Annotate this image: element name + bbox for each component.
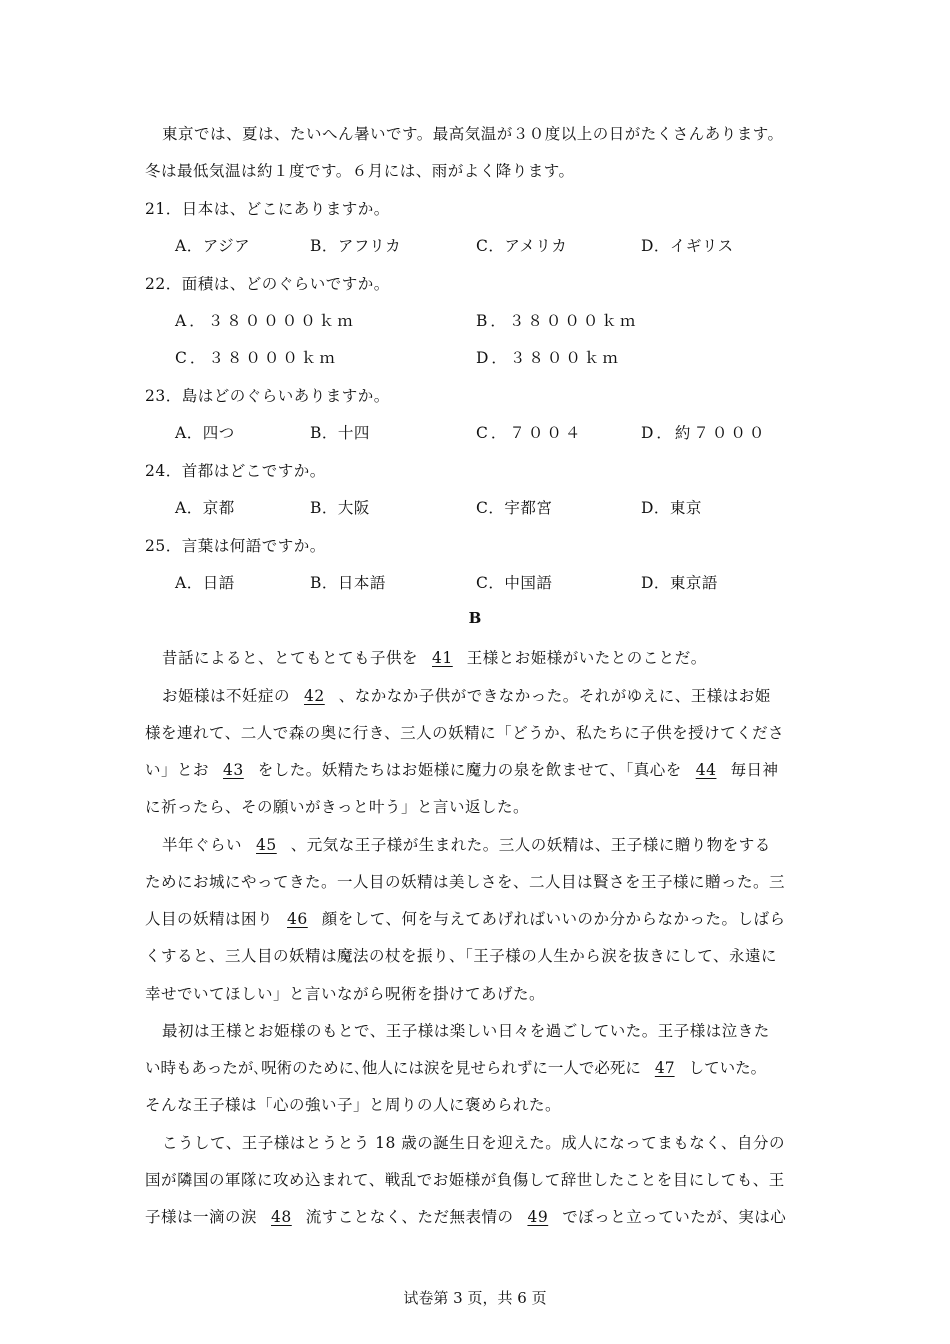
blank-48[interactable]: 48 bbox=[271, 1208, 292, 1226]
story-p3-line4: くすると、三人目の妖精は魔法の杖を振り、「王子様の人生から涙を抜きにして、永遠に bbox=[145, 947, 777, 965]
blank-47[interactable]: 47 bbox=[654, 1059, 675, 1077]
question-24: 24．首都はどこですか。 bbox=[145, 462, 326, 480]
q23-option-c[interactable]: C．７００４ bbox=[476, 424, 584, 442]
story-p2-line2: 様を連れて、二人で森の奥に行き、三人の妖精に「どうか、私たちに子供を授けてくださ bbox=[145, 724, 785, 742]
story-p3-line2: ためにお城にやってきた。一人目の妖精は美しさを、二人目は賢さを王子様に贈った。三 bbox=[145, 873, 786, 891]
q21-option-c[interactable]: C．アメリカ bbox=[476, 237, 568, 255]
story-p2-line4: に祈ったら、その願いがきっと叶う」と言い返した。 bbox=[145, 798, 530, 816]
q21-option-a[interactable]: A．アジア bbox=[175, 237, 251, 255]
q23-option-d[interactable]: D．約７０００ bbox=[641, 424, 768, 442]
story-p5-line2: 国が隣国の軍隊に攻め込まれて、戦乱でお姫様が負傷して辞世したことを目にしても、王 bbox=[145, 1171, 785, 1189]
story-p5-line3: 子様は一滴の涙 48 流すことなく、ただ無表情の 49 でぼっと立っていたが、実は心 bbox=[145, 1208, 787, 1226]
story-p4-line1: 最初は王様とお姫様のもとで、王子様は楽しい日々を過ごしていた。王子様は泣きた bbox=[162, 1022, 770, 1040]
q24-option-b[interactable]: B．大阪 bbox=[310, 499, 370, 517]
blank-46[interactable]: 46 bbox=[287, 910, 308, 928]
q22-option-b[interactable]: B．３８０００ｋｍ bbox=[476, 312, 639, 330]
blank-49[interactable]: 49 bbox=[527, 1208, 549, 1226]
q24-option-a[interactable]: A．京都 bbox=[175, 499, 235, 517]
story-p3-line5: 幸せでいてほしい」と言いながら呪術を掛けてあげた。 bbox=[145, 985, 546, 1003]
intro-line-1: 東京では、夏は、たいへん暑いです。最高気温が３０度以上の日がたくさんあります。 bbox=[162, 125, 784, 143]
question-25: 25．言葉は何語ですか。 bbox=[145, 537, 326, 555]
section-label: B bbox=[468, 609, 482, 627]
blank-44[interactable]: 44 bbox=[695, 761, 717, 779]
story-p3-line1: 半年ぐらい 45 、元気な王子様が生まれた。三人の妖精は、王子様に贈り物をする bbox=[162, 836, 771, 854]
q23-option-a[interactable]: A．四つ bbox=[175, 424, 235, 442]
story-p5-line1: こうして、王子様はとうとう 18 歳の誕生日を迎えた。成人になってまもなく、自分の bbox=[162, 1134, 785, 1152]
blank-45[interactable]: 45 bbox=[256, 836, 277, 854]
story-p2-line3: い」とお 43 をした。妖精たちはお姫様に魔力の泉を飲ませて、「真心を 44 毎日神 bbox=[145, 761, 779, 779]
question-21: 21．日本は、どこにありますか。 bbox=[145, 200, 390, 218]
q25-option-a[interactable]: A．日語 bbox=[175, 574, 235, 592]
q24-option-d[interactable]: D．東京 bbox=[641, 499, 702, 517]
q22-option-a[interactable]: A．３８００００ｋｍ bbox=[175, 312, 356, 330]
question-23: 23．島はどのぐらいありますか。 bbox=[145, 387, 390, 405]
q21-option-b[interactable]: B．アフリカ bbox=[310, 237, 402, 255]
story-p4-line3: そんな王子様は「心の強い子」と周りの人に褒められた。 bbox=[145, 1096, 562, 1114]
q25-option-c[interactable]: C．中国語 bbox=[476, 574, 553, 592]
q25-option-b[interactable]: B．日本語 bbox=[310, 574, 386, 592]
q24-option-c[interactable]: C．宇都宮 bbox=[476, 499, 553, 517]
q25-option-d[interactable]: D．東京語 bbox=[641, 574, 718, 592]
page-footer: 试卷第 3 页，共 6 页 bbox=[403, 1289, 547, 1307]
q21-option-d[interactable]: D．イギリス bbox=[641, 237, 734, 255]
question-22: 22．面積は、どのぐらいですか。 bbox=[145, 275, 390, 293]
q22-option-c[interactable]: C．３８０００ｋｍ bbox=[175, 349, 338, 367]
intro-line-2: 冬は最低気温は約１度です。６月には、雨がよく降ります。 bbox=[145, 162, 575, 180]
blank-42[interactable]: 42 bbox=[304, 687, 325, 705]
blank-43[interactable]: 43 bbox=[223, 761, 244, 779]
q22-option-d[interactable]: D．３８００ｋｍ bbox=[476, 349, 621, 367]
story-p3-line3: 人目の妖精は困り 46 顔をして、何を与えてあげればいいのか分からなかった。しばら bbox=[145, 910, 786, 928]
story-p4-line2: い時もあったが､呪術のために､他人には涙を見せられずに一人で必死に 47 していた。 bbox=[145, 1059, 767, 1077]
q23-option-b[interactable]: B．十四 bbox=[310, 424, 370, 442]
story-p1: 昔話によると、とてもとても子供を 41 王様とお姫様がいたとのことだ。 bbox=[162, 649, 707, 667]
blank-41[interactable]: 41 bbox=[432, 649, 453, 667]
story-p2-line1: お姫様は不妊症の 42 、なかなか子供ができなかった。それがゆえに、王様はお姫 bbox=[162, 687, 771, 705]
